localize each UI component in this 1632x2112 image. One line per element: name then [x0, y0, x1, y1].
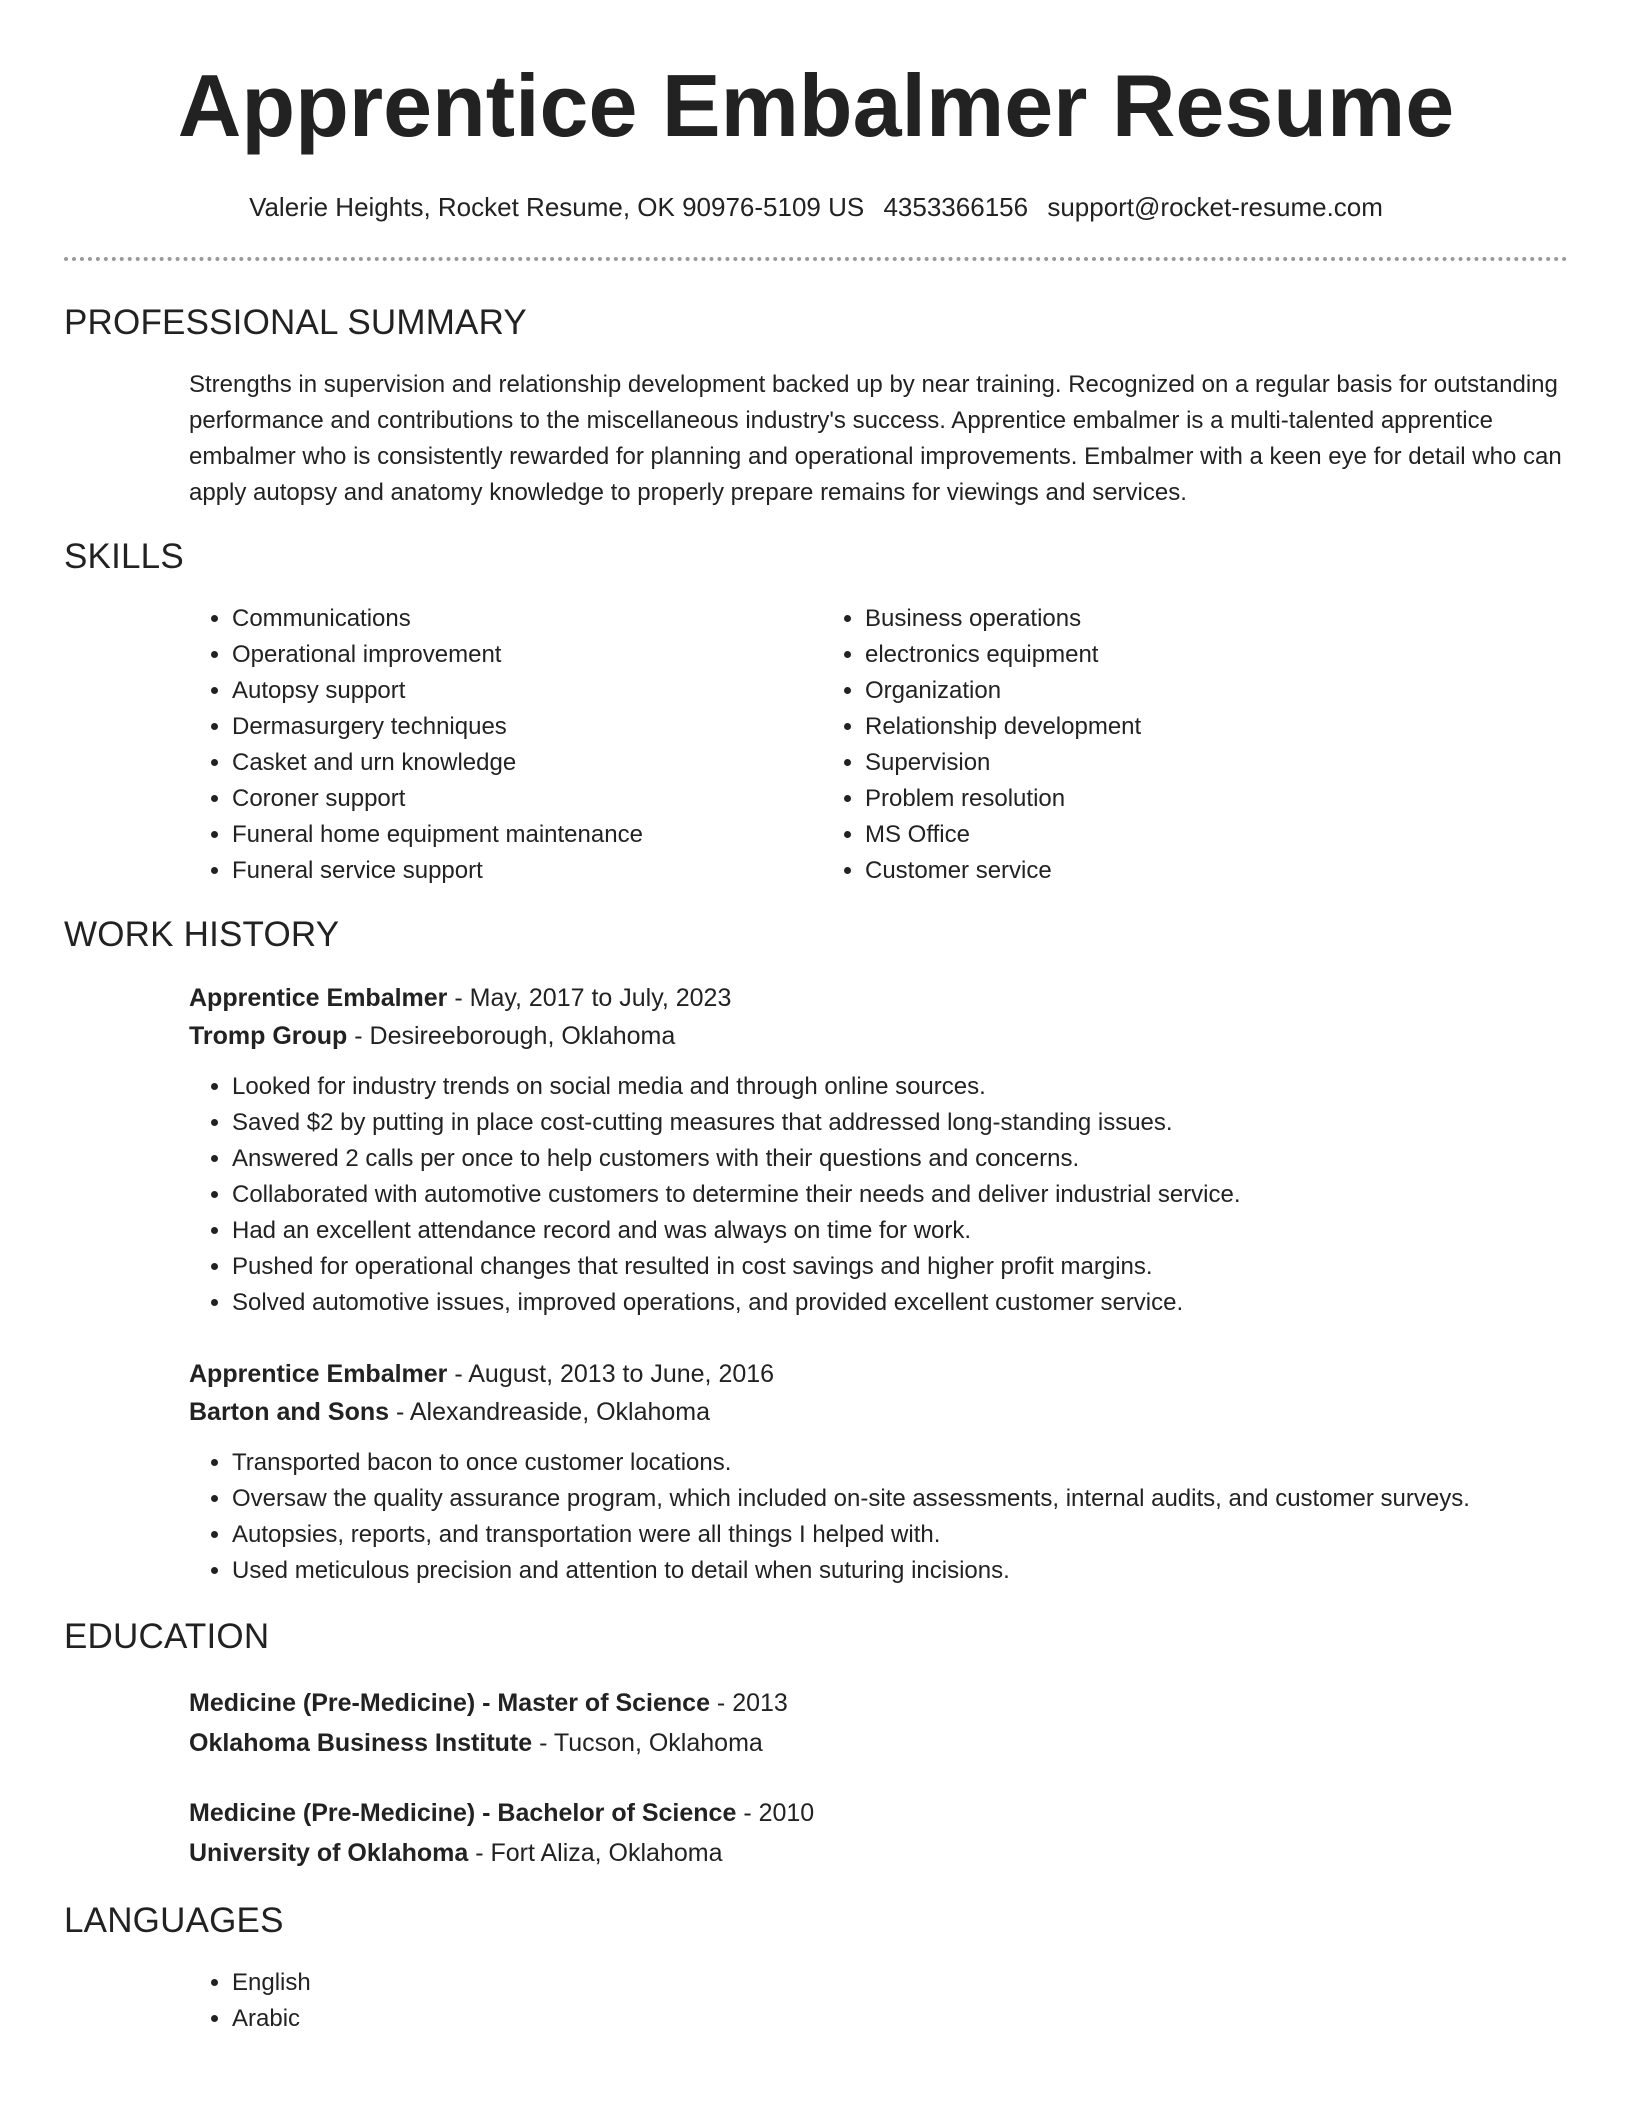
header-divider	[64, 257, 1568, 261]
job-bullet: • Pushed for operational changes that resulted in cost savings and higher profit margins.	[232, 1249, 1568, 1285]
skills-list	[189, 601, 1568, 889]
job-dates: - August, 2013 to June, 2016	[447, 1360, 775, 1388]
education-degree: Medicine (Pre-Medicine) - Master of Science	[189, 1689, 710, 1717]
skill-item: • MS Office	[865, 817, 1455, 853]
skill-item: • Coroner support	[232, 781, 822, 817]
skill-item: • Communications	[232, 601, 822, 637]
job-bullet: • Saved $2 by putting in place cost-cutting measures that addressed long-standing issues.	[232, 1105, 1568, 1141]
education-degree-line	[189, 1793, 1568, 1833]
education-entry	[189, 1683, 1568, 1763]
job-company-line	[189, 1393, 1568, 1431]
job-location: - Desireeborough, Oklahoma	[347, 1022, 676, 1050]
languages-list	[189, 1965, 1568, 2037]
section-title-skills: SKILLS	[64, 537, 184, 576]
job-bullet: • Answered 2 calls per once to help customers with their questions and concerns.	[232, 1141, 1568, 1177]
section-title-education: EDUCATION	[64, 1617, 270, 1656]
job-bullet: • Looked for industry trends on social media and through online sources.	[232, 1069, 1568, 1105]
job-entry	[189, 979, 1568, 1321]
education-school: Oklahoma Business Institute	[189, 1729, 533, 1757]
job-title-line	[189, 1355, 1568, 1393]
education-year: - 2010	[736, 1799, 815, 1827]
skill-item: • Business operations	[865, 601, 1455, 637]
contact-line	[64, 192, 1568, 223]
education-year: - 2013	[709, 1689, 788, 1717]
job-role: Apprentice Embalmer	[189, 1360, 448, 1388]
section-title-summary: PROFESSIONAL SUMMARY	[64, 303, 527, 342]
skills-column-right	[822, 601, 1455, 889]
job-bullet: • Had an excellent attendance record and was always on time for work.	[232, 1213, 1568, 1249]
skill-item: • Funeral service support	[232, 853, 822, 889]
section-title-work-history: WORK HISTORY	[64, 915, 340, 954]
contact-email: support@rocket-resume.com	[1047, 192, 1383, 222]
education-location: - Tucson, Oklahoma	[532, 1729, 763, 1757]
job-dates: - May, 2017 to July, 2023	[447, 984, 732, 1012]
job-bullets	[189, 1445, 1568, 1589]
contact-phone: 4353366156	[883, 192, 1029, 222]
job-bullet: • Solved automotive issues, improved operations, and provided excellent customer service.	[232, 1285, 1568, 1321]
job-company-line	[189, 1017, 1568, 1055]
education-entry	[189, 1793, 1568, 1873]
job-bullet: • Collaborated with automotive customers to determine their needs and deliver industrial service.	[232, 1177, 1568, 1213]
education-school: University of Oklahoma	[189, 1839, 469, 1867]
education-location: - Fort Aliza, Oklahoma	[468, 1839, 723, 1867]
summary-text: Strengths in supervision and relationship development backed up by near training. Recognized on a regular basis for outstanding performance and contributions to the miscellaneous industry's success. Apprentice embalmer is a multi-talented apprentice embalmer who is consistently rewarded for planning and operational improvements. Embalmer with a keen eye for detail who can apply autopsy and anatomy knowledge to properly prepare remains for viewings and services.	[189, 371, 1562, 506]
skill-item: • Casket and urn knowledge	[232, 745, 822, 781]
skill-item: • Relationship development	[865, 709, 1455, 745]
language-item: • Arabic	[232, 2001, 1568, 2037]
education-degree-line	[189, 1683, 1568, 1723]
section-title-languages: LANGUAGES	[64, 1901, 284, 1940]
job-role: Apprentice Embalmer	[189, 984, 448, 1012]
education-school-line	[189, 1833, 1568, 1873]
job-bullet: • Used meticulous precision and attention to detail when suturing incisions.	[232, 1553, 1568, 1589]
education-school-line	[189, 1723, 1568, 1763]
job-company: Tromp Group	[189, 1022, 348, 1050]
job-title-line	[189, 979, 1568, 1017]
skills-column-left	[189, 601, 822, 889]
job-bullets	[189, 1069, 1568, 1321]
skill-item: • Supervision	[865, 745, 1455, 781]
skill-item: • Autopsy support	[232, 673, 822, 709]
job-location: - Alexandreaside, Oklahoma	[389, 1398, 711, 1426]
skill-item: • electronics equipment	[865, 637, 1455, 673]
skill-item: • Problem resolution	[865, 781, 1455, 817]
job-company: Barton and Sons	[189, 1398, 390, 1426]
skill-item: • Organization	[865, 673, 1455, 709]
job-entry	[189, 1355, 1568, 1589]
contact-address: Valerie Heights, Rocket Resume, OK 90976-5109 US	[249, 192, 865, 222]
skill-item: • Operational improvement	[232, 637, 822, 673]
skill-item: • Funeral home equipment maintenance	[232, 817, 822, 853]
skill-item: • Customer service	[865, 853, 1455, 889]
job-bullet: • Oversaw the quality assurance program, which included on-site assessments, internal audits, and customer surveys.	[232, 1481, 1568, 1517]
skill-item: • Dermasurgery techniques	[232, 709, 822, 745]
language-item: • English	[232, 1965, 1568, 2001]
job-bullet: • Autopsies, reports, and transportation were all things I helped with.	[232, 1517, 1568, 1553]
job-bullet: • Transported bacon to once customer locations.	[232, 1445, 1568, 1481]
resume-title: Apprentice Embalmer Resume	[177, 56, 1455, 155]
education-degree: Medicine (Pre-Medicine) - Bachelor of Science	[189, 1799, 737, 1827]
